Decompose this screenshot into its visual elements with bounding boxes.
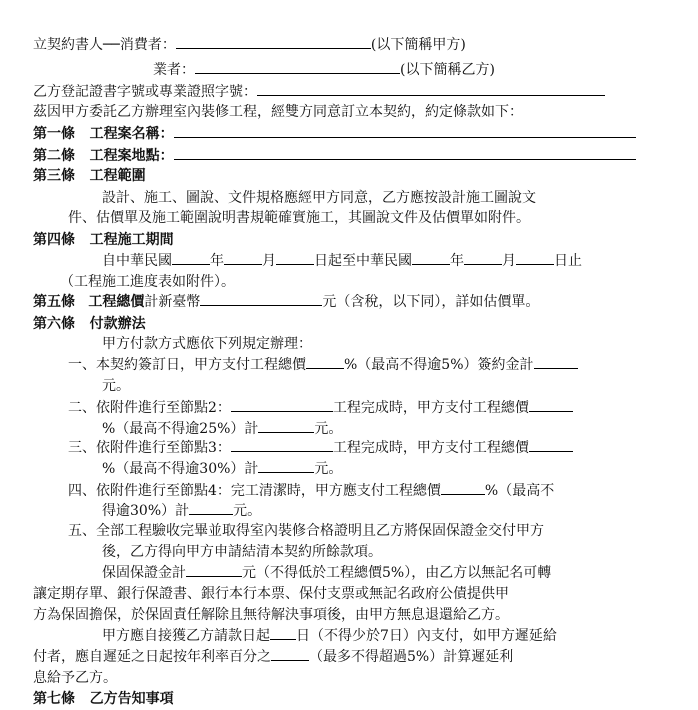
party-a-label: 立契約書人──消費者： <box>33 37 176 53</box>
node-3-amount-field[interactable] <box>258 458 314 473</box>
party-a-suffix: (以下簡稱甲方) <box>370 37 466 53</box>
intro-paragraph: 茲因甲方委託乙方辦理室內裝修工程，經雙方同意訂立本契約，約定條款如下： <box>33 104 523 120</box>
article-4-title: 工程施工期間 <box>89 232 174 248</box>
party-b-label: 業者： <box>153 62 195 78</box>
project-location-field[interactable] <box>174 145 636 160</box>
total-price-prefix: 計新臺幣 <box>144 294 201 310</box>
article-5 <box>33 291 539 313</box>
payment-item-2 <box>68 397 573 419</box>
late-payment-line-3: 息給予乙方。 <box>33 670 117 686</box>
year-label: 年 <box>450 253 464 269</box>
payment-item-3-text-3: %（最高不得逾30%）計 <box>102 461 259 477</box>
payment-intro: 甲方付款方式應依下列規定辦理： <box>102 336 312 352</box>
payment-item-4-text-3: 得逾30%）計 <box>102 503 190 519</box>
article-3-text-1: 設計、施工、圖說、文件規格應經甲方同意，乙方應按設計施工圖說文 <box>102 190 536 206</box>
node-3-percent-field[interactable] <box>529 437 573 452</box>
payment-item-2-text: 二、依附件進行至節點2： <box>68 400 231 416</box>
article-3-text-2: 件、估價單及施工範圍說明書規範確實施工，其圖說文件及估價單如附件。 <box>68 210 530 226</box>
deposit-percent-field[interactable] <box>306 354 344 369</box>
payment-item-3-cont <box>102 458 342 480</box>
consumer-name-field[interactable] <box>176 34 371 49</box>
party-b-line <box>153 59 495 81</box>
total-price-suffix: 元（含稅，以下同），詳如估價單。 <box>322 294 540 310</box>
article-6-title: 付款辦法 <box>89 316 146 332</box>
article-6 <box>33 313 146 335</box>
guarantee-text: 保固保證金計 <box>102 565 186 581</box>
payment-item-3 <box>68 437 573 459</box>
party-a-line <box>33 34 466 56</box>
guarantee-line-3: 方為保固擔保，於保固責任解除且無待解決事項後，由甲方無息退還給乙方。 <box>33 607 509 623</box>
payment-item-4-text: 四、依附件進行至節點4：完工清潔時，甲方應支付工程總價 <box>68 483 441 499</box>
payment-item-4-cont <box>102 500 261 522</box>
article-4 <box>33 229 174 251</box>
article-6-number: 第六條 <box>33 316 75 332</box>
total-price-field[interactable] <box>200 291 322 306</box>
project-name-field[interactable] <box>174 123 636 138</box>
registration-number-field[interactable] <box>257 81 605 96</box>
late-payment-text: 甲方應自接獲乙方請款日起 <box>102 628 270 644</box>
end-month-field[interactable] <box>464 250 502 265</box>
payment-item-2-end: 元。 <box>314 421 343 437</box>
article-1 <box>33 123 636 145</box>
article-4-note: （工程施工進度表如附件）。 <box>60 274 235 290</box>
contractor-name-field[interactable] <box>195 59 400 74</box>
payment-item-4-text-2: %（最高不 <box>484 483 555 499</box>
article-3-title: 工程範圍 <box>89 168 146 184</box>
node-3-field[interactable] <box>231 437 333 452</box>
payment-item-1 <box>68 354 578 376</box>
article-3 <box>33 165 146 187</box>
registration-line <box>33 81 605 103</box>
late-payment-text-4: （最多不得超過5%）計算遲延利 <box>309 649 514 665</box>
end-year-field[interactable] <box>412 250 450 265</box>
late-payment-text-3: 付者，應自遲延之日起按年利率百分之 <box>33 649 271 665</box>
payment-days-field[interactable] <box>270 625 296 640</box>
article-1-title: 工程案名稱： <box>89 126 174 142</box>
node-2-field[interactable] <box>231 397 333 412</box>
month-label: 月 <box>262 253 276 269</box>
guarantee-amount-field[interactable] <box>186 562 242 577</box>
payment-item-5: 五、全部工程驗收完畢並取得室內裝修合格證明且乙方將保固保證金交付甲方 <box>68 523 544 539</box>
payment-item-2-text-3: %（最高不得逾25%）計 <box>102 421 259 437</box>
article-7 <box>33 688 174 710</box>
article-3-number: 第三條 <box>33 168 75 184</box>
payment-item-5-cont: 後，乙方得向甲方申請結清本契約所餘款項。 <box>102 544 382 560</box>
article-2 <box>33 145 636 167</box>
article-2-title: 工程案地點： <box>89 148 174 164</box>
month-label: 月 <box>502 253 516 269</box>
day-end-label: 日止 <box>554 253 582 269</box>
start-year-field[interactable] <box>172 250 210 265</box>
node-4-percent-field[interactable] <box>441 480 485 495</box>
node-4-amount-field[interactable] <box>189 500 233 515</box>
period-from-label: 自中華民國 <box>102 253 172 269</box>
article-5-number: 第五條 <box>33 294 75 310</box>
article-4-number: 第四條 <box>33 232 75 248</box>
article-5-title: 工程總價 <box>88 294 145 310</box>
party-b-suffix: (以下簡稱乙方) <box>400 62 495 78</box>
payment-item-3-end: 元。 <box>314 461 343 477</box>
guarantee-line-1 <box>102 562 551 584</box>
period-to-label: 日起至中華民國 <box>314 253 412 269</box>
payment-item-4-end: 元。 <box>233 503 262 519</box>
late-payment-line-2 <box>33 646 513 668</box>
start-month-field[interactable] <box>224 250 262 265</box>
payment-item-1-end: 元。 <box>102 378 130 394</box>
late-payment-text-2: 日（不得少於7日）內支付，如甲方遲延給 <box>296 628 557 644</box>
interest-rate-field[interactable] <box>271 646 309 661</box>
year-label: 年 <box>210 253 224 269</box>
article-7-number: 第七條 <box>33 691 75 707</box>
deposit-amount-field[interactable] <box>534 354 578 369</box>
payment-item-3-text: 三、依附件進行至節點3： <box>68 440 231 456</box>
article-4-period <box>102 250 582 272</box>
start-day-field[interactable] <box>276 250 314 265</box>
guarantee-text-2: 元（不得低於工程總價5%），由乙方以無記名可轉 <box>242 565 552 581</box>
registration-label: 乙方登記證書字號或專業證照字號： <box>33 84 257 100</box>
article-7-title: 乙方告知事項 <box>89 691 174 707</box>
payment-item-4 <box>68 480 554 502</box>
payment-item-1-text-2: %（最高不得逾5%）簽約金計 <box>344 357 534 373</box>
payment-item-2-text-2: 工程完成時，甲方支付工程總價 <box>332 400 529 416</box>
article-2-number: 第二條 <box>33 148 75 164</box>
end-day-field[interactable] <box>516 250 554 265</box>
guarantee-line-2: 讓定期存單、銀行保證書、銀行本行本票、保付支票或無記名政府公債提供甲 <box>33 586 509 602</box>
late-payment-line-1 <box>102 625 557 647</box>
payment-item-3-text-2: 工程完成時，甲方支付工程總價 <box>332 440 529 456</box>
article-1-number: 第一條 <box>33 126 75 142</box>
payment-item-1-text: 一、本契約簽訂日，甲方支付工程總價 <box>68 357 306 373</box>
node-2-amount-field[interactable] <box>258 418 314 433</box>
node-2-percent-field[interactable] <box>529 397 573 412</box>
